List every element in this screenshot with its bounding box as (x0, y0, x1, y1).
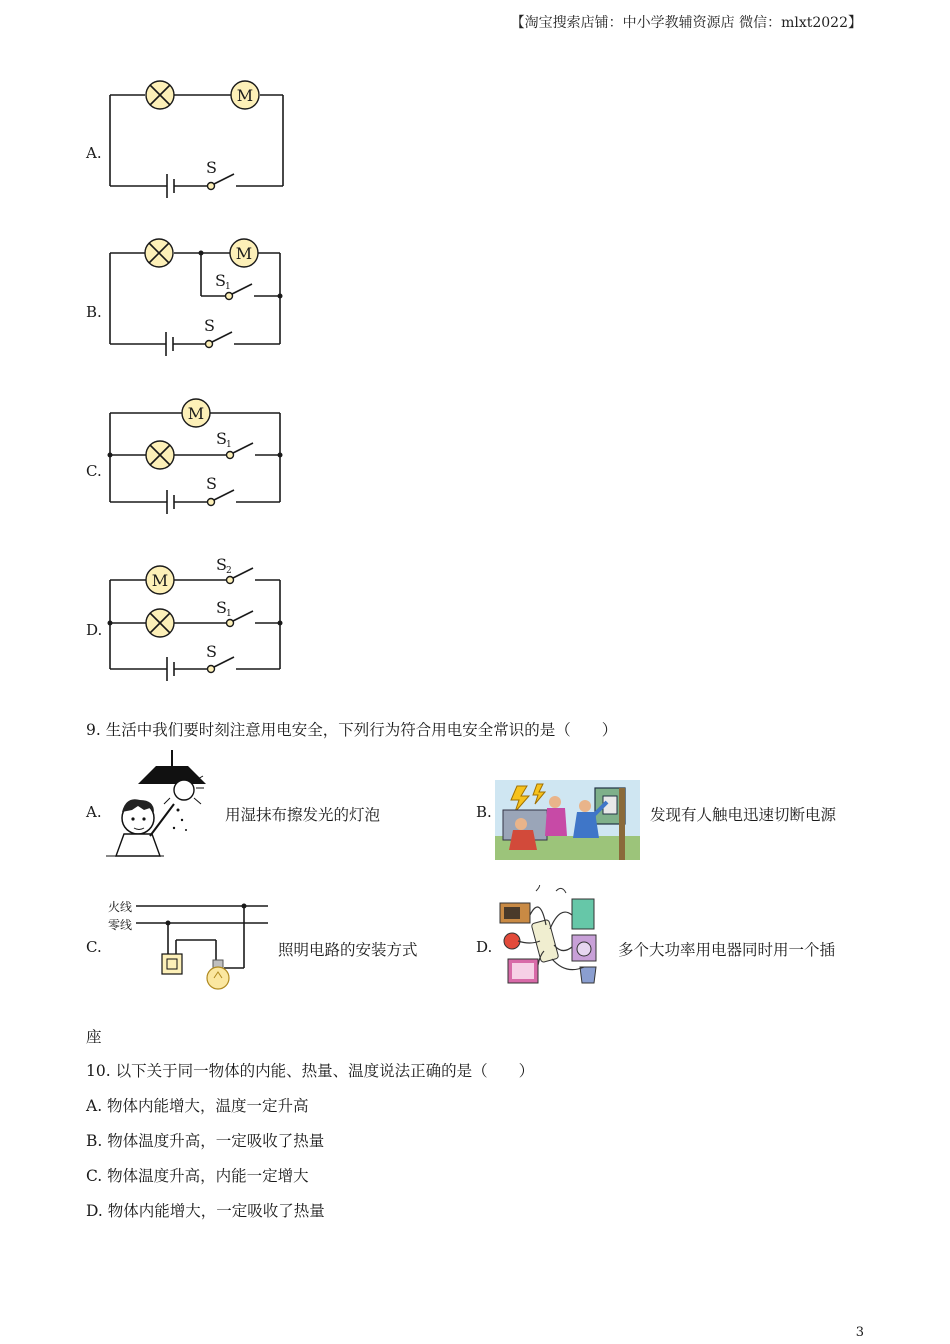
q9-option-a-letter[interactable]: A. (86, 803, 102, 821)
q8-option-b-letter[interactable]: B. (86, 303, 102, 321)
switch-s-label: S (206, 474, 217, 493)
q10-question: 10. 以下关于同一物体的内能、热量、温度说法正确的是（ ） (86, 1062, 535, 1080)
switch-s2-subscript: 2 (226, 566, 232, 576)
svg-text:M: M (151, 571, 169, 590)
svg-text:M: M (187, 404, 205, 423)
switch-s-label: S (204, 316, 215, 335)
motor-icon (231, 81, 259, 109)
switch-s1-label: S (216, 598, 227, 617)
q9-option-d-text-continuation: 座 (86, 1028, 102, 1046)
switch-s-label: S (206, 642, 217, 661)
live-wire-label: 火线 (108, 900, 133, 914)
q9-question: 9. 生活中我们要时刻注意用电安全，下列行为符合用电安全常识的是（ ） (86, 721, 618, 739)
q9-option-d-letter[interactable]: D. (476, 938, 493, 956)
q9-option-a-text: 用湿抹布擦发光的灯泡 (225, 806, 381, 824)
switch-s1-label: S (216, 429, 227, 448)
q10-option-c[interactable]: C. 物体温度升高，内能一定增大 (86, 1167, 309, 1185)
light-bulb-icon (207, 960, 229, 989)
motor-icon (146, 566, 174, 594)
lamp-icon (145, 239, 173, 267)
cut-power-rescue-illustration (495, 780, 640, 860)
switch-s1-subscript: 1 (226, 440, 232, 450)
lamp-icon (146, 441, 174, 469)
q8-option-c-circuit (100, 396, 300, 521)
svg-text:M: M (235, 244, 253, 263)
q9-option-b-letter[interactable]: B. (476, 803, 492, 821)
q9-option-c-text: 照明电路的安装方式 (278, 941, 418, 959)
q8-option-a-circuit (100, 78, 300, 203)
motor-icon (230, 239, 258, 267)
q10-option-a[interactable]: A. 物体内能增大，温度一定升高 (86, 1097, 309, 1115)
motor-icon (182, 399, 210, 427)
neutral-wire-label: 零线 (108, 918, 133, 932)
switch-s1-label: S (215, 271, 226, 290)
overloaded-socket-illustration (496, 885, 608, 995)
lamp-icon (146, 609, 174, 637)
switch-box-icon (162, 954, 182, 974)
q9-option-d-text: 多个大功率用电器同时用一个插 (618, 941, 836, 959)
lighting-circuit-diagram (136, 898, 272, 998)
q8-option-a-letter[interactable]: A. (86, 144, 102, 162)
switch-s1-subscript: 1 (225, 282, 231, 292)
wet-cloth-bulb-illustration (104, 748, 216, 860)
q10-option-b[interactable]: B. 物体温度升高，一定吸收了热量 (86, 1132, 325, 1150)
q8-option-d-circuit (100, 555, 300, 685)
shop-header-text: 【淘宝搜索店铺：中小学教辅资源店 微信：mlxt2022】 (510, 15, 862, 31)
svg-text:M: M (236, 86, 254, 105)
q8-option-b-circuit (100, 236, 300, 361)
q8-option-d-letter[interactable]: D. (86, 621, 103, 639)
switch-s-label: S (206, 158, 217, 177)
q9-option-c-letter[interactable]: C. (86, 938, 102, 956)
switch-s1-subscript: 1 (226, 609, 232, 619)
q10-option-d[interactable]: D. 物体内能增大，一定吸收了热量 (86, 1202, 325, 1220)
page-number: 3 (855, 1325, 864, 1340)
q8-option-c-letter[interactable]: C. (86, 462, 102, 480)
q9-option-b-text: 发现有人触电迅速切断电源 (650, 806, 837, 824)
lamp-icon (146, 81, 174, 109)
switch-s2-label: S (216, 555, 227, 574)
